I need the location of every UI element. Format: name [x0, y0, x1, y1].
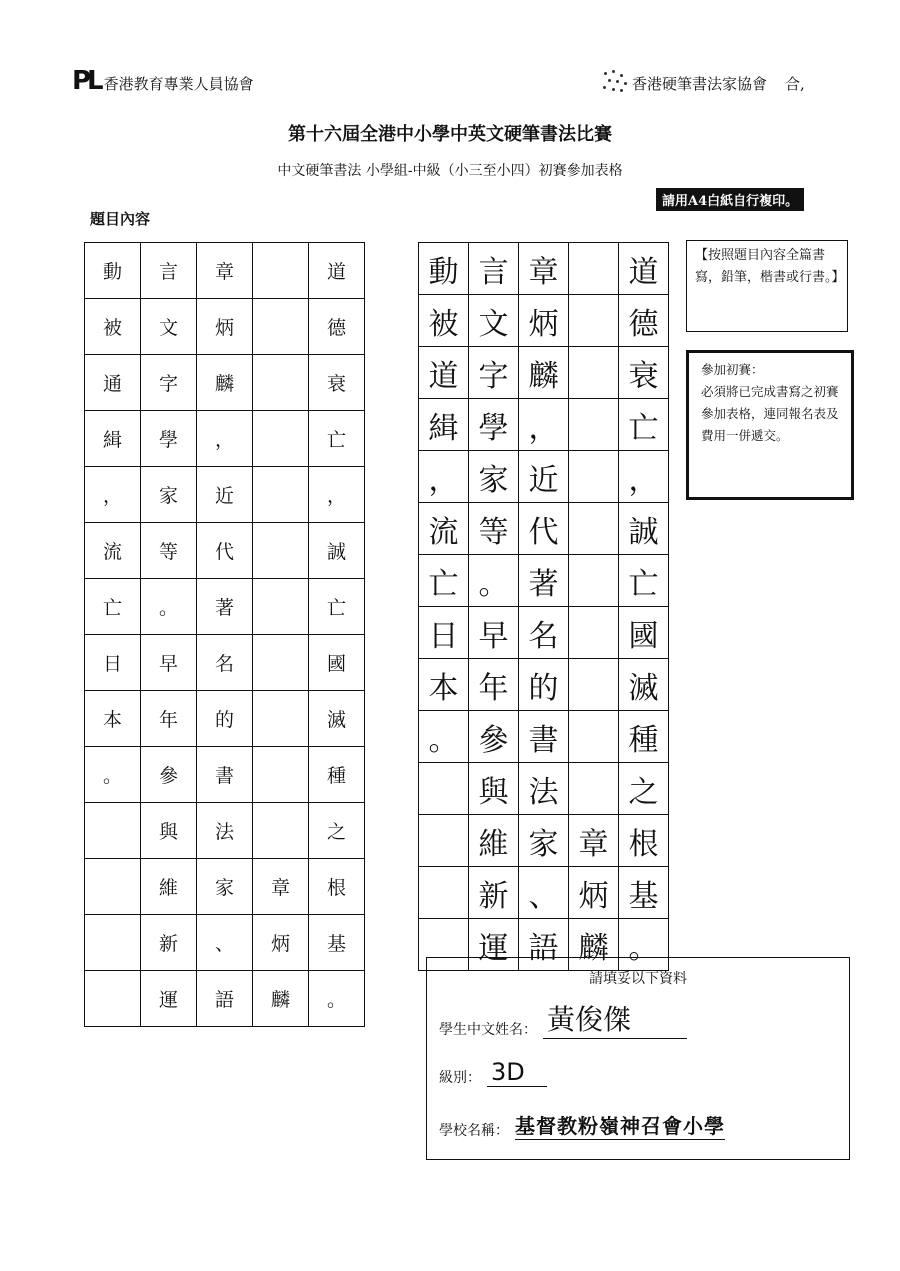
handwriting-cell: 法	[519, 763, 569, 815]
reference-cell	[253, 467, 309, 523]
reference-cell: 家	[197, 859, 253, 915]
reference-cell: 麟	[197, 355, 253, 411]
handwriting-cell: 滅	[619, 659, 669, 711]
handwriting-cell: 根	[619, 815, 669, 867]
handwriting-cell: 麟	[519, 347, 569, 399]
name-label: 學生中文姓名：	[439, 1022, 537, 1038]
handwriting-cell: 的	[519, 659, 569, 711]
reference-cell: 著	[197, 579, 253, 635]
handwriting-cell	[569, 763, 619, 815]
handwriting-cell: 代	[519, 503, 569, 555]
reference-cell	[253, 523, 309, 579]
reference-cell	[85, 859, 141, 915]
class-label: 級別：	[439, 1070, 481, 1086]
page-title: 第十六屆全港中小學中英文硬筆書法比賽	[288, 124, 612, 145]
reference-cell	[253, 243, 309, 299]
handwriting-cell: 早	[469, 607, 519, 659]
info-title: 請填妥以下資料	[589, 971, 687, 987]
handwriting-row	[419, 711, 669, 763]
reference-cell: 炳	[253, 915, 309, 971]
handwriting-cell	[569, 659, 619, 711]
reference-cell: 家	[141, 467, 197, 523]
handwriting-cell: 亡	[419, 555, 469, 607]
student-info-box	[426, 957, 850, 1160]
reference-cell: 德	[309, 299, 365, 355]
reference-cell: 亡	[85, 579, 141, 635]
reference-cell: 運	[141, 971, 197, 1027]
reference-cell	[253, 691, 309, 747]
handwriting-cell	[569, 347, 619, 399]
reference-row	[85, 243, 365, 299]
reference-cell: 近	[197, 467, 253, 523]
handwriting-cell: 日	[419, 607, 469, 659]
reference-cell: 言	[141, 243, 197, 299]
reference-cell: 通	[85, 355, 141, 411]
reference-cell: 年	[141, 691, 197, 747]
reference-cell	[253, 635, 309, 691]
reference-cell: 流	[85, 523, 141, 579]
reference-row	[85, 579, 365, 635]
handwriting-row	[419, 347, 669, 399]
handwriting-cell: 與	[469, 763, 519, 815]
handwriting-cell: ，	[619, 451, 669, 503]
handwriting-cell: 維	[469, 815, 519, 867]
handwriting-cell: 參	[469, 711, 519, 763]
handwriting-cell: 等	[469, 503, 519, 555]
reference-cell: 被	[85, 299, 141, 355]
class-row	[439, 1058, 547, 1087]
reference-row	[85, 691, 365, 747]
handwriting-cell	[569, 243, 619, 295]
reference-cell	[85, 803, 141, 859]
handwriting-cell: 年	[469, 659, 519, 711]
handwriting-cell: 運	[469, 919, 519, 971]
handwriting-cell: 炳	[519, 295, 569, 347]
reference-cell: 章	[197, 243, 253, 299]
handwriting-cell: 道	[619, 243, 669, 295]
reference-cell	[253, 803, 309, 859]
reference-row	[85, 523, 365, 579]
handwriting-row	[419, 659, 669, 711]
reference-cell: 文	[141, 299, 197, 355]
header-left	[72, 68, 254, 94]
submission-note	[686, 350, 854, 500]
handwriting-cell	[569, 555, 619, 607]
page-subtitle: 中文硬筆書法 小學組-中級（小三至小四）初賽參加表格	[277, 163, 623, 179]
reference-row	[85, 747, 365, 803]
name-field[interactable]: 黃俊傑	[543, 998, 687, 1039]
reference-cell: 炳	[197, 299, 253, 355]
reference-cell: 名	[197, 635, 253, 691]
reference-cell: 等	[141, 523, 197, 579]
reference-row	[85, 859, 365, 915]
reference-row	[85, 915, 365, 971]
handwriting-cell: 。	[619, 919, 669, 971]
right-org-suffix: 合,	[785, 75, 805, 93]
reference-cell: 維	[141, 859, 197, 915]
reference-cell: 。	[85, 747, 141, 803]
reference-cell: 滅	[309, 691, 365, 747]
school-label: 學校名稱：	[439, 1123, 509, 1139]
handwriting-cell: 言	[469, 243, 519, 295]
reference-cell: 新	[141, 915, 197, 971]
name-row	[439, 998, 687, 1039]
handwriting-cell	[569, 451, 619, 503]
reference-cell: 國	[309, 635, 365, 691]
reference-cell: 種	[309, 747, 365, 803]
handwriting-cell: 書	[519, 711, 569, 763]
class-field[interactable]: 3D	[487, 1058, 547, 1087]
reference-cell: 。	[309, 971, 365, 1027]
reference-cell: 法	[197, 803, 253, 859]
reference-cell: 之	[309, 803, 365, 859]
handwriting-cell	[419, 815, 469, 867]
handwriting-cell: 本	[419, 659, 469, 711]
reference-cell: 日	[85, 635, 141, 691]
submission-note-title: 參加初賽：	[701, 362, 764, 377]
handwriting-cell: 。	[419, 711, 469, 763]
reference-row	[85, 467, 365, 523]
reference-cell	[253, 355, 309, 411]
handwriting-cell	[569, 607, 619, 659]
header-right	[600, 68, 805, 94]
handwriting-cell: 動	[419, 243, 469, 295]
reference-cell: ，	[309, 467, 365, 523]
reference-cell: ，	[197, 411, 253, 467]
handwriting-cell: 炳	[569, 867, 619, 919]
reference-cell: 參	[141, 747, 197, 803]
reference-cell: 學	[141, 411, 197, 467]
reference-cell	[85, 971, 141, 1027]
handwriting-cell: 種	[619, 711, 669, 763]
handwriting-cell: 近	[519, 451, 569, 503]
reference-cell: 道	[309, 243, 365, 299]
reference-cell: 亡	[309, 579, 365, 635]
reference-cell: 代	[197, 523, 253, 579]
handwriting-cell: 亡	[619, 555, 669, 607]
handwriting-row	[419, 555, 669, 607]
handwriting-cell: 國	[619, 607, 669, 659]
handwriting-cell: 字	[469, 347, 519, 399]
reference-cell: 衰	[309, 355, 365, 411]
reference-cell: 語	[197, 971, 253, 1027]
handwriting-cell: 家	[469, 451, 519, 503]
handwriting-cell: 誠	[619, 503, 669, 555]
reference-cell	[253, 747, 309, 803]
submission-note-body: 必須將已完成書寫之初賽參加表格，連同報名表及費用一併遞交。	[701, 384, 839, 443]
copy-note-badge: 請用A4白紙自行複印。	[656, 188, 804, 211]
handwriting-cell: 新	[469, 867, 519, 919]
handwriting-cell: 麟	[569, 919, 619, 971]
reference-cell: ，	[85, 467, 141, 523]
handwriting-cell: 道	[419, 347, 469, 399]
reference-cell	[85, 915, 141, 971]
reference-cell	[253, 299, 309, 355]
handwriting-cell	[569, 295, 619, 347]
reference-cell: 緝	[85, 411, 141, 467]
reference-cell	[253, 411, 309, 467]
reference-cell: 早	[141, 635, 197, 691]
association-logo: PL	[72, 66, 100, 96]
reference-cell: 誠	[309, 523, 365, 579]
handwriting-row	[419, 295, 669, 347]
reference-row	[85, 635, 365, 691]
reference-cell: 。	[141, 579, 197, 635]
school-field[interactable]: 基督教粉嶺神召會小學	[515, 1110, 725, 1140]
handwriting-row	[419, 867, 669, 919]
handwriting-cell: 、	[519, 867, 569, 919]
handwriting-cell: 流	[419, 503, 469, 555]
instructions-note: 【按照題目內容全篇書寫，鉛筆，楷書或行書。】	[686, 240, 848, 332]
handwriting-row	[419, 607, 669, 659]
handwriting-cell	[569, 711, 619, 763]
handwriting-cell	[569, 399, 619, 451]
handwriting-cell: 基	[619, 867, 669, 919]
reference-cell: 的	[197, 691, 253, 747]
handwriting-cell: 之	[619, 763, 669, 815]
handwriting-cell: ，	[519, 399, 569, 451]
handwriting-cell: 著	[519, 555, 569, 607]
section-title: 題目內容	[90, 210, 151, 228]
reference-cell: 基	[309, 915, 365, 971]
handwriting-cell	[419, 867, 469, 919]
handwriting-row	[419, 763, 669, 815]
reference-row	[85, 803, 365, 859]
handwriting-row	[419, 451, 669, 503]
handwriting-cell: 被	[419, 295, 469, 347]
reference-row	[85, 299, 365, 355]
reference-cell: 亡	[309, 411, 365, 467]
left-org-name: 香港教育專業人員協會	[103, 75, 254, 93]
reference-row	[85, 355, 365, 411]
reference-cell: 與	[141, 803, 197, 859]
handwriting-cell: 學	[469, 399, 519, 451]
handwriting-row	[419, 399, 669, 451]
reference-text-grid	[84, 242, 365, 1027]
reference-row	[85, 411, 365, 467]
handwriting-cell: 衰	[619, 347, 669, 399]
reference-cell: 書	[197, 747, 253, 803]
school-row	[439, 1110, 725, 1140]
handwriting-cell: 章	[519, 243, 569, 295]
handwriting-cell: 名	[519, 607, 569, 659]
handwriting-cell	[569, 503, 619, 555]
handwriting-cell: 德	[619, 295, 669, 347]
handwriting-cell: 章	[569, 815, 619, 867]
handwriting-cell: 文	[469, 295, 519, 347]
handwriting-row	[419, 243, 669, 295]
handwriting-cell: 家	[519, 815, 569, 867]
handwriting-cell: 。	[469, 555, 519, 607]
handwriting-cell: 亡	[619, 399, 669, 451]
handwriting-cell: 緝	[419, 399, 469, 451]
reference-row	[85, 971, 365, 1027]
calligraphy-association-logo	[600, 68, 630, 94]
reference-cell: 麟	[253, 971, 309, 1027]
right-org-name: 香港硬筆書法家協會	[632, 75, 768, 93]
reference-cell: 動	[85, 243, 141, 299]
reference-cell: 本	[85, 691, 141, 747]
handwriting-cell: ，	[419, 451, 469, 503]
reference-cell: 字	[141, 355, 197, 411]
handwriting-grid	[418, 242, 669, 971]
handwriting-cell	[419, 763, 469, 815]
reference-cell: 章	[253, 859, 309, 915]
reference-cell: 根	[309, 859, 365, 915]
handwriting-row	[419, 815, 669, 867]
reference-cell	[253, 579, 309, 635]
handwriting-row	[419, 503, 669, 555]
reference-cell: 、	[197, 915, 253, 971]
handwriting-cell: 語	[519, 919, 569, 971]
